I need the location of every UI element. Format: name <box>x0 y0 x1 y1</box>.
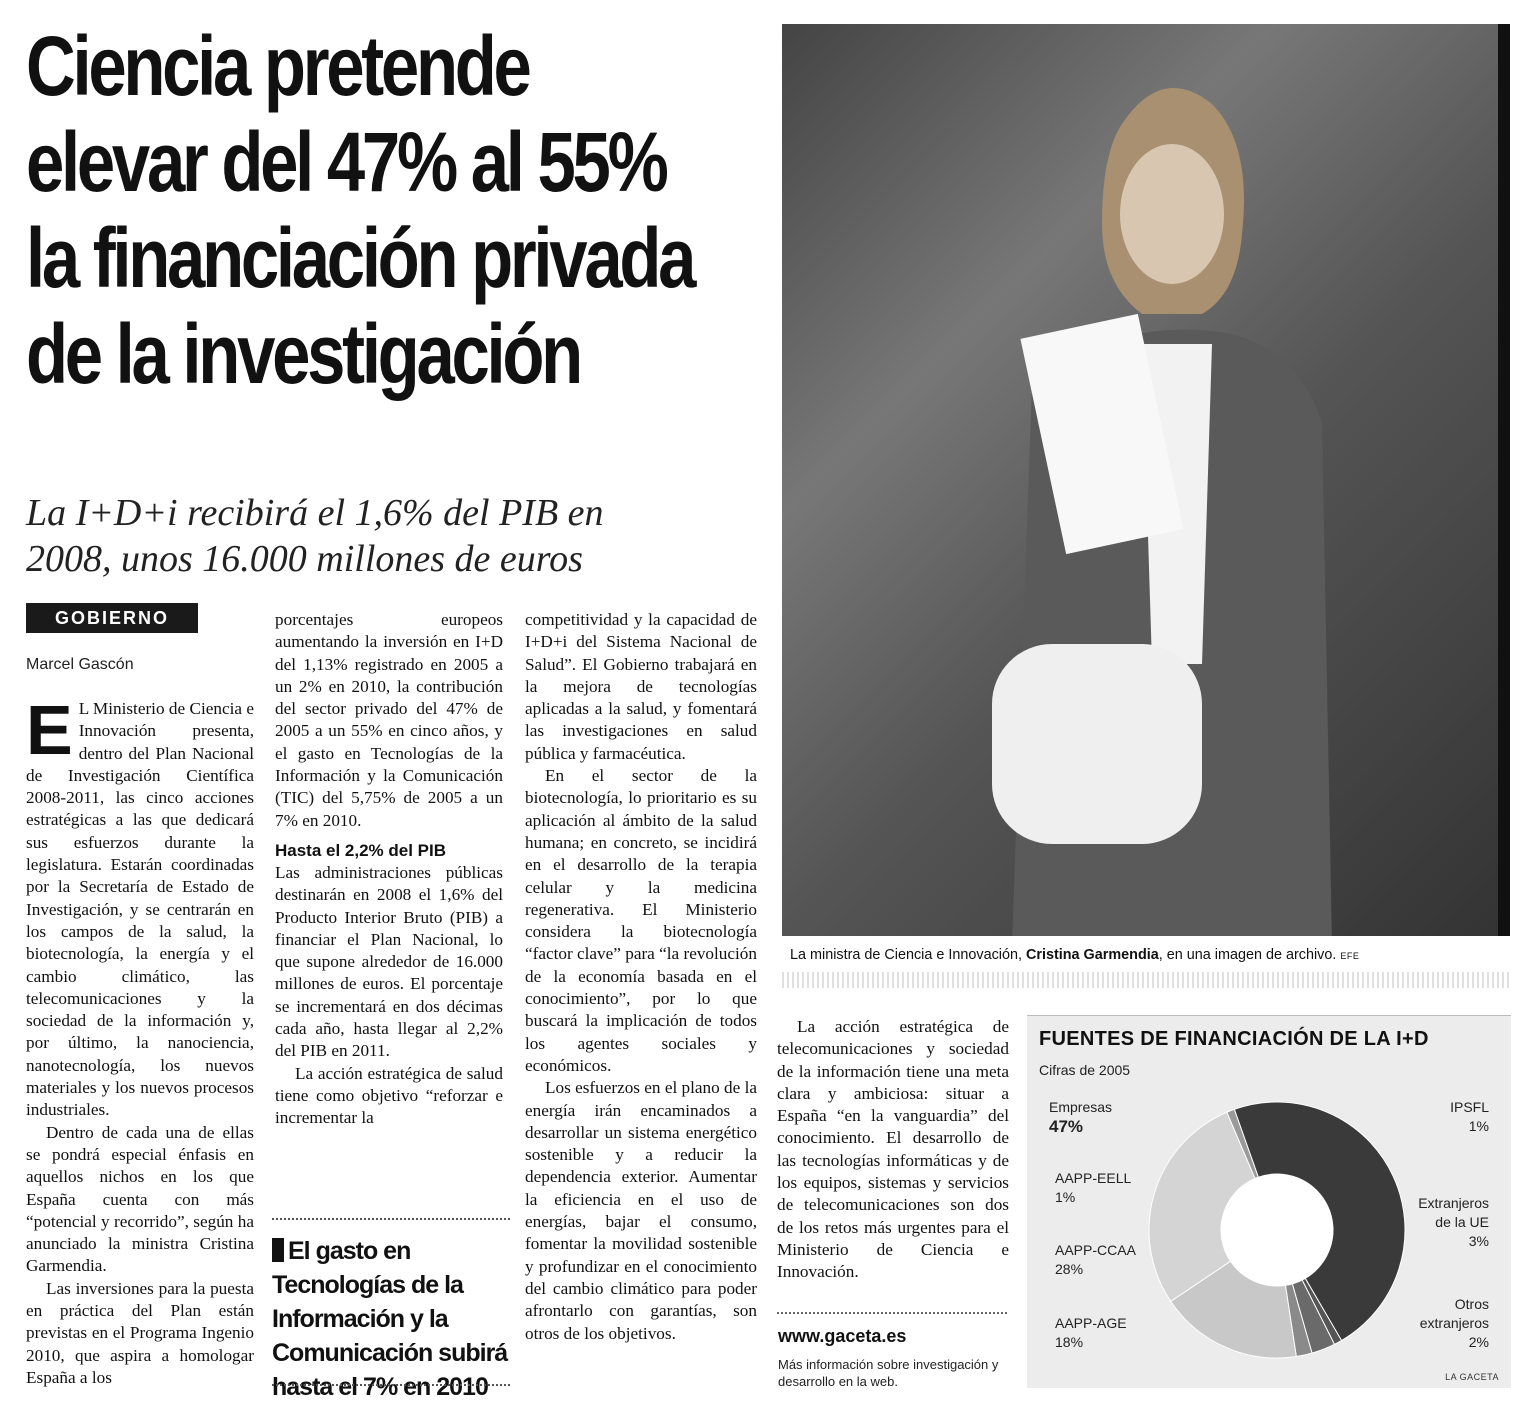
donut-chart <box>1137 1090 1417 1370</box>
photo-caption <box>790 947 1359 963</box>
label-text: Extranjeros <box>1418 1195 1489 1211</box>
headline-line-4: de la investigación <box>26 307 580 401</box>
label-otros-extranjeros <box>1420 1295 1489 1352</box>
label-value: 28% <box>1055 1261 1084 1277</box>
subheadline-line-2: 2008, unos 16.000 millones de euros <box>26 538 583 580</box>
photo-edge <box>1498 24 1510 936</box>
decorative-stripe <box>782 972 1510 988</box>
label-text: AAPP-CCAA <box>1055 1242 1136 1258</box>
pull-quote-text: El gasto en Tecnologías de la Información y la Comunicación subirá hasta el 7% en 2010 <box>272 1237 508 1401</box>
article-column-4 <box>777 1016 1009 1284</box>
article-column-3 <box>525 609 757 1345</box>
divider <box>272 1384 510 1386</box>
label-text: Otros <box>1454 1296 1489 1312</box>
section-tag: GOBIERNO <box>26 603 198 633</box>
headline-line-2: elevar del 47% al 55% <box>26 115 666 209</box>
subheadline-line-1: La I+D+i recibirá el 1,6% del PIB en <box>26 492 604 534</box>
paragraph: porcentajes europeos aumentando la inversión en I+D del 1,13% registrado en 2005 a un 2% en 2010, la contribución del sector privado del 47% de 2005 a un 55% en cinco años, y el gasto en Tecnologías de la Información y la Comunicación (TIC) del 5,75% de 2005 a un 7% en 2010. <box>275 610 503 830</box>
label-extranjeros-ue <box>1418 1194 1489 1251</box>
byline: Marcel Gascón <box>26 656 134 673</box>
paragraph: Las administraciones públicas destinarán en 2008 el 1,6% del Producto Interior Bruto (PIB) a financiar el Plan Nacional, lo que supone alrededor de 16.000 millones de euros. El porcentaje se incrementará en dos décimas cada año, hasta llegar al 2,2% del PIB en 2011. <box>275 862 503 1061</box>
web-description: Más información sobre investigación y desarrollo en la web. <box>778 1357 999 1389</box>
infographic-source: LA GACETA <box>1445 1372 1499 1382</box>
paragraph: En el sector de la biotecnología, lo prioritario es su aplicación al ámbito de la salud humana; en concreto, se incidirá en el desarrollo de la terapia celular y la medicina regenerativa. El Ministerio considera la biotecnología “factor clave” para “la revolución de la economía basada en el conocimiento”, por lo que buscará la implicación de todos los agentes sociales y económicos. <box>525 766 757 1075</box>
label-value: 2% <box>1468 1334 1489 1350</box>
paragraph: Las inversiones para la puesta en práctica del Plan están previstas en el Programa Ingenio 2010, que aspira a homologar España a los <box>26 1278 254 1387</box>
label-ipsfl <box>1450 1098 1489 1136</box>
label-text: AAPP-EELL <box>1055 1170 1132 1186</box>
label-value: 18% <box>1055 1334 1084 1350</box>
paragraph: La acción estratégica de salud tiene como objetivo “reforzar e incrementar la <box>275 1063 503 1128</box>
divider <box>777 1312 1007 1314</box>
web-link[interactable]: www.gaceta.es <box>778 1326 907 1346</box>
photo <box>782 24 1510 936</box>
photo-credit: EFE <box>1340 951 1360 961</box>
headline <box>26 18 766 402</box>
infographic-title: FUENTES DE FINANCIACIÓN DE LA I+D <box>1039 1028 1429 1050</box>
label-text: AAPP-AGE <box>1055 1315 1127 1331</box>
caption-name: Cristina Garmendia <box>1025 947 1159 963</box>
label-text: extranjeros <box>1419 1315 1489 1331</box>
caption-text: La ministra de Ciencia e Innovación, <box>790 947 1026 963</box>
paragraph: competitividad y la capacidad de I+D+i del Sistema Nacional de Salud”. El Gobierno trabajará en la mejora de tecnologías aplicadas a la salud, y fomentará las investigaciones en salud pública y farmacéutica. <box>525 610 757 763</box>
photo-subject <box>972 64 1352 936</box>
article-column-2 <box>275 609 503 1130</box>
infographic-subtitle: Cifras de 2005 <box>1039 1062 1131 1078</box>
label-value: 1% <box>1468 1118 1489 1134</box>
label-value: 3% <box>1468 1233 1489 1249</box>
pull-quote <box>272 1218 510 1401</box>
label-text: Empresas <box>1049 1099 1113 1115</box>
infographic <box>1027 1006 1511 1388</box>
quote-bar-icon <box>272 1238 284 1262</box>
label-text: IPSFL <box>1450 1099 1489 1115</box>
label-aapp-ccaa <box>1055 1241 1136 1279</box>
subheadline <box>26 490 766 582</box>
donut-hole <box>1221 1174 1333 1286</box>
section-subtitle: Hasta el 2,2% del PIB <box>275 840 447 860</box>
paragraph-text: L Ministerio de Ciencia e Innovación presenta, dentro del Plan Nacional de Investigación Científica 2008-2011, las cinco acciones estratégicas a las que dedicará sus esfuerzos durante la legislatura. Estarán coordinadas por la Secretaría de Estado de Investigación, y se centrarán en los campos de la salud, la biotecnología, la energía y el cambio climático, las telecomunicaciones y la sociedad de la información y, por último, la nanociencia, nanotecnología, los nuevos materiales y los nuevos procesos industriales. <box>26 699 254 1120</box>
label-value: 1% <box>1055 1189 1076 1205</box>
label-value: 47% <box>1049 1117 1084 1136</box>
headline-line-1: Ciencia pretende <box>26 19 529 113</box>
drop-cap: E <box>26 691 73 769</box>
infographic-top-band <box>1027 1006 1511 1016</box>
label-text: de la UE <box>1435 1214 1489 1230</box>
label-aapp-age <box>1055 1314 1127 1352</box>
label-aapp-eell <box>1055 1169 1131 1207</box>
label-empresas <box>1049 1098 1112 1136</box>
paragraph: Los esfuerzos en el plano de la energía irán encaminados a desarrollar un sistema energético sostenible y a reducir la dependencia exterior. Aumentar la eficiencia en el uso de energías, bajar el consumo, fomentar la movilidad sostenible y profundizar en el conocimiento del cambio climático para poder afrontarlo con garantías, son otros de los objetivos. <box>525 1078 757 1343</box>
article-column-1 <box>26 691 254 1389</box>
paragraph: La acción estratégica de telecomunicaciones y sociedad de la información tiene una meta clara y ambiciosa: situar a España “en la vanguardia” del conocimiento. El desarrollo de las tecnologías informáticas y de los equipos, sistemas y servicios de telecomunicaciones son dos de los retos más urgentes para el Ministerio de Ciencia e Innovación. <box>777 1017 1009 1282</box>
paragraph <box>26 691 254 1122</box>
headline-line-3: la financiación privada <box>26 211 694 305</box>
paragraph: Dentro de cada una de ellas se pondrá especial énfasis en aquellos nichos en los que España cuenta con más “potencial y recorrido”, según ha anunciado la ministra Cristina Garmendia. <box>26 1122 254 1276</box>
caption-text-end: , en una imagen de archivo. <box>1158 947 1337 963</box>
